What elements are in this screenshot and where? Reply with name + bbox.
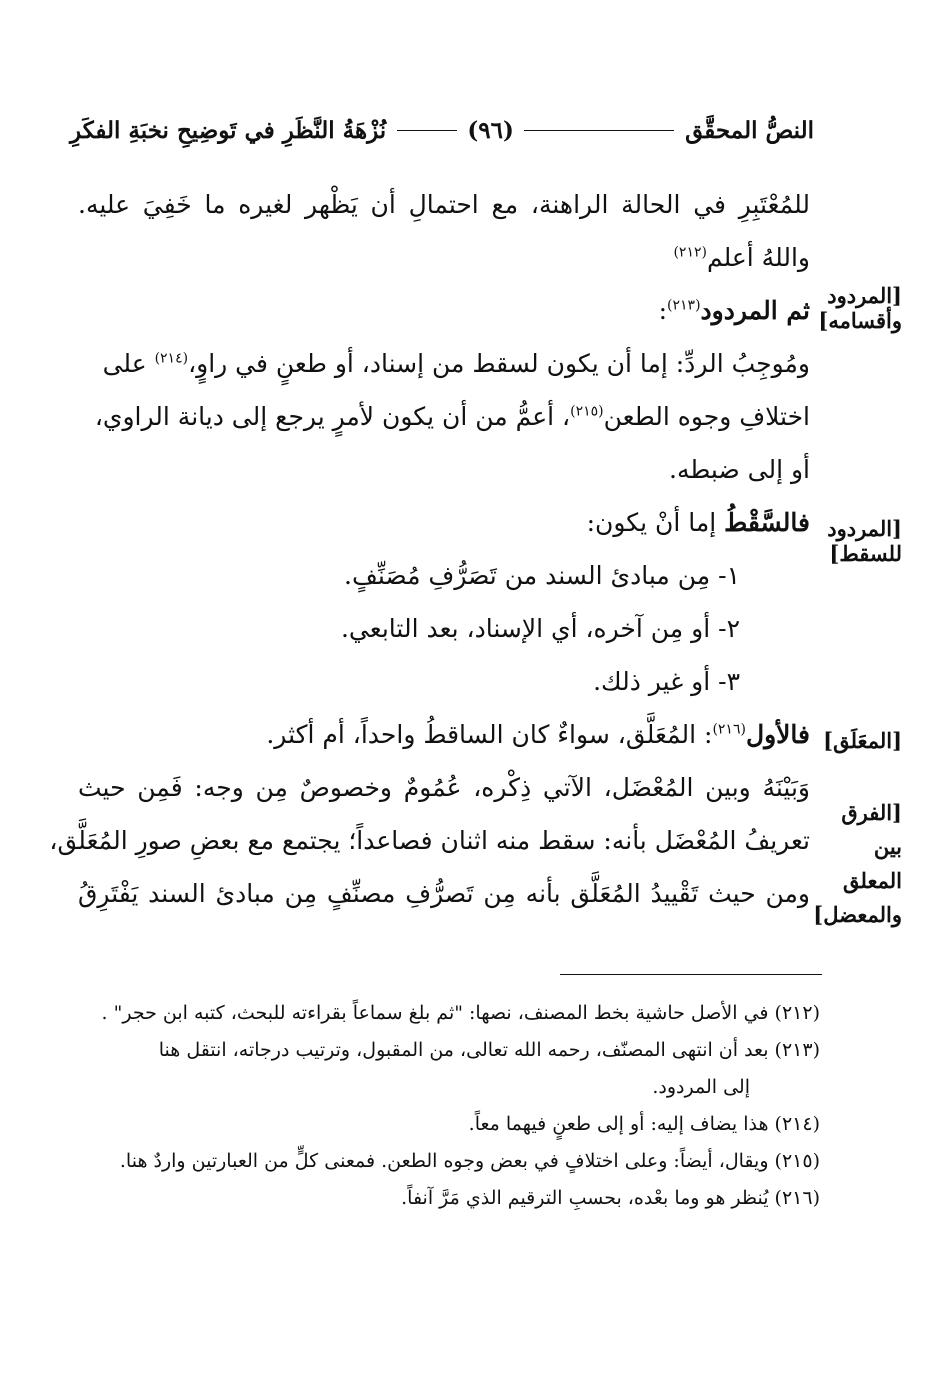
side-label-line: وأقسامه] xyxy=(818,308,902,333)
text-run: ومُوجِبُ الردِّ: إما أن يكون لسقط من إسناد، أو طعنٍ في راوٍ، xyxy=(188,349,810,378)
running-header xyxy=(70,110,814,150)
text-line: أو إلى ضبطه. xyxy=(669,455,810,484)
side-label-saqt xyxy=(812,516,902,566)
heading-mardud xyxy=(78,284,810,337)
footnote-ref: (٢١٥) xyxy=(570,403,604,420)
page-number: (٩٦) xyxy=(467,116,514,144)
side-label-line: [الفرق بين xyxy=(841,800,902,859)
text-line: ومن حيث تَقْييدُ المُعَلَّق بأنه مِن تَصرُّفِ مصنِّفٍ مِن مبادئ السند يَفْتَرِقُ xyxy=(78,879,810,908)
text-line xyxy=(78,231,810,284)
header-book-title: نُزْهَةُ النَّظَرِ في تَوضِيحِ نخبَةِ الفكَرِ xyxy=(70,116,387,144)
footnote-ref: (٢١٦) xyxy=(712,721,746,738)
text-line: للمُعْتَبِرِ في الحالة الراهنة، مع احتمالِ أن يَظْهر لغيره ما خَفِيَ عليه. xyxy=(78,190,810,219)
text-run: : xyxy=(658,296,668,325)
side-label-line: للسقط] xyxy=(829,541,902,566)
main-text xyxy=(49,178,810,920)
side-label-line: والمعضل] xyxy=(813,902,902,927)
list-item: ١- مِن مبادئ السند من تَصَرُّفِ مُصَنِّفٍ. xyxy=(344,561,740,590)
side-label-line: [المردود xyxy=(827,516,902,541)
side-label-line: [المردود xyxy=(827,283,902,308)
side-label-mardud xyxy=(812,283,902,333)
heading-awwal xyxy=(78,708,810,761)
footnote-ref: (٢١٤) xyxy=(154,350,189,367)
text-run: واللهُ أعلم xyxy=(706,243,810,272)
header-rule xyxy=(397,130,457,131)
footnote-214: (٢١٤) هذا يضاف إليه: أو إلى طعنٍ فيهما معاً. xyxy=(468,1113,820,1135)
footnote-213: (٢١٣) بعد أن انتهى المصنّف، رحمه الله تعالى، من المقبول، وترتيب درجاته، انتقل هنا xyxy=(158,1039,820,1061)
text-line xyxy=(78,390,810,443)
list-item: ٣- أو غير ذلك. xyxy=(593,667,740,696)
list-item: ٢- أو مِن آخره، أي الإسناد، بعد التابعي. xyxy=(340,614,740,643)
heading-text: فالأول xyxy=(745,720,810,749)
text-line: وَبَيْنَهُ وبين المُعْضَل، الآتي ذِكْره، عُمُومٌ وخصوصٌ مِن وجه: فَمِن حيث xyxy=(78,773,810,802)
footnote-216: (٢١٦) يُنظر هو وما بعْده، بحسبِ الترقيم الذي مَرَّ آنفاً. xyxy=(401,1187,820,1209)
header-section-title: النصُّ المحقَّق xyxy=(685,116,814,144)
footnotes xyxy=(78,995,820,1217)
text-run: ، أعمُّ من أن يكون لأمرٍ يرجع إلى ديانة الراوي، xyxy=(94,402,571,431)
text-run: : المُعَلَّق، سواءٌ كان الساقطُ واحداً، أم أكثر. xyxy=(266,720,713,749)
side-label-line: [المعَلَق] xyxy=(823,728,902,753)
footnote-ref: (٢١٢) xyxy=(673,244,707,261)
text-run: اختلافِ وجوه الطعن xyxy=(603,402,810,431)
text-run: على xyxy=(102,349,155,378)
header-rule xyxy=(524,130,674,131)
side-label-farq xyxy=(812,796,902,932)
text-run: إما أنْ يكون: xyxy=(586,508,725,537)
footnote-215: (٢١٥) ويقال، أيضاً: وعلى اختلافٍ في بعض وجوه الطعن. فمعنى كلٍّ من العبارتين واردٌ هنا. xyxy=(119,1150,820,1172)
heading-saqt xyxy=(78,496,810,549)
footnote-213-cont: إلى المردود. xyxy=(652,1076,750,1098)
side-label-muallaq xyxy=(812,728,902,753)
header-center xyxy=(397,117,674,144)
heading-text: فالسَّقْطُ xyxy=(724,508,810,537)
text-line: تعريفُ المُعْضَل بأنه: سقط منه اثنان فصاعداً؛ يجتمع مع بعضِ صورِ المُعَلَّق، xyxy=(49,826,810,855)
side-label-line: المعلق xyxy=(843,868,902,893)
footnote-ref: (٢١٣) xyxy=(667,297,701,314)
saqt-list xyxy=(78,549,810,708)
heading-text: ثم المردود xyxy=(700,296,810,325)
footnote-separator xyxy=(560,974,822,975)
text-line xyxy=(78,337,810,390)
footnote-212: (٢١٢) في الأصل حاشية بخط المصنف، نصها: "ثم بلغ سماعاً بقراءته للبحث، كتبه ابن حجر" . xyxy=(101,1002,820,1024)
